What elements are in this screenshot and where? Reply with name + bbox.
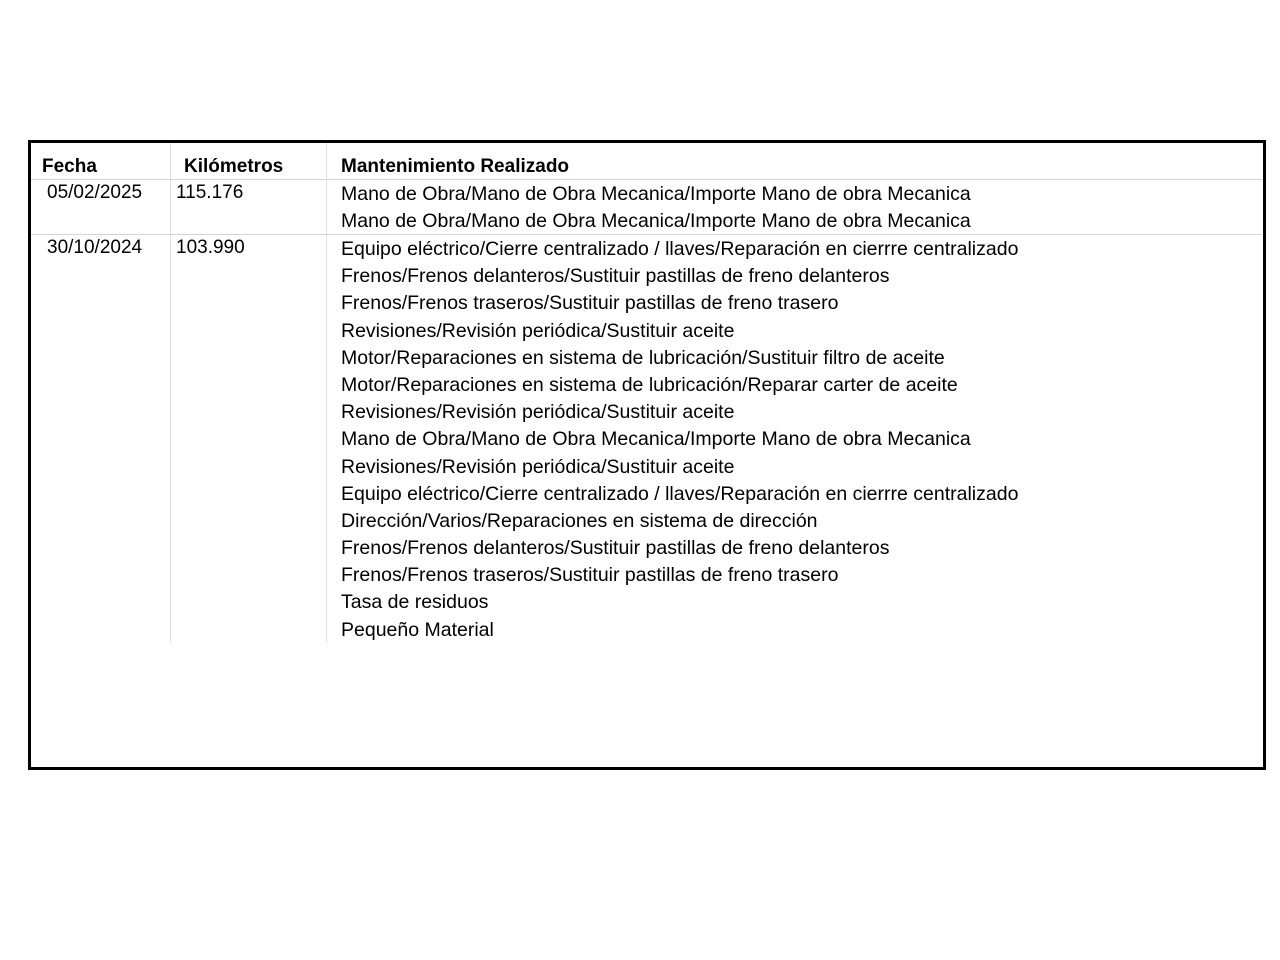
row-fecha: 05/02/2025	[47, 182, 143, 203]
maintenance-item: Motor/Reparaciones en sistema de lubricación/Sustituir filtro de aceite	[341, 346, 945, 369]
header-mantenimiento: Mantenimiento Realizado	[341, 156, 570, 177]
maintenance-item: Revisiones/Revisión periódica/Sustituir aceite	[341, 319, 735, 342]
maintenance-item: Frenos/Frenos delanteros/Sustituir pastillas de freno delanteros	[341, 265, 890, 288]
maintenance-item: Dirección/Varios/Reparaciones en sistema de dirección	[341, 509, 818, 532]
row-kilometros: 115.176	[176, 182, 244, 203]
maintenance-item: Frenos/Frenos delanteros/Sustituir pastillas de freno delanteros	[341, 537, 890, 560]
maintenance-item: Motor/Reparaciones en sistema de lubricación/Reparar carter de aceite	[341, 373, 958, 396]
maintenance-list	[341, 238, 1018, 646]
maintenance-item: Frenos/Frenos traseros/Sustituir pastillas de freno trasero	[341, 564, 839, 587]
maintenance-item: Revisiones/Revisión periódica/Sustituir aceite	[341, 455, 735, 478]
row-fecha: 30/10/2024	[47, 237, 143, 258]
column-divider-kilometros	[326, 143, 327, 643]
column-divider-fecha	[170, 143, 171, 643]
maintenance-item: Tasa de residuos	[341, 591, 489, 614]
maintenance-item: Equipo eléctrico/Cierre centralizado / llaves/Reparación en cierrre centralizado	[341, 238, 1019, 260]
maintenance-item: Mano de Obra/Mano de Obra Mecanica/Importe Mano de obra Mecanica	[341, 428, 971, 451]
maintenance-item: Mano de Obra/Mano de Obra Mecanica/Importe Mano de obra Mecanica	[341, 210, 971, 233]
maintenance-item: Pequeño Material	[341, 618, 494, 641]
header-fecha: Fecha	[42, 156, 97, 177]
header-row-divider	[31, 179, 1263, 180]
maintenance-item: Revisiones/Revisión periódica/Sustituir aceite	[341, 401, 735, 424]
row-kilometros: 103.990	[176, 237, 245, 258]
maintenance-item: Frenos/Frenos traseros/Sustituir pastillas de freno trasero	[341, 292, 839, 315]
maintenance-item: Mano de Obra/Mano de Obra Mecanica/Importe Mano de obra Mecanica	[341, 183, 971, 205]
header-kilometros: Kilómetros	[184, 156, 284, 177]
maintenance-list	[341, 183, 971, 237]
maintenance-item: Equipo eléctrico/Cierre centralizado / llaves/Reparación en cierrre centralizado	[341, 482, 1019, 505]
